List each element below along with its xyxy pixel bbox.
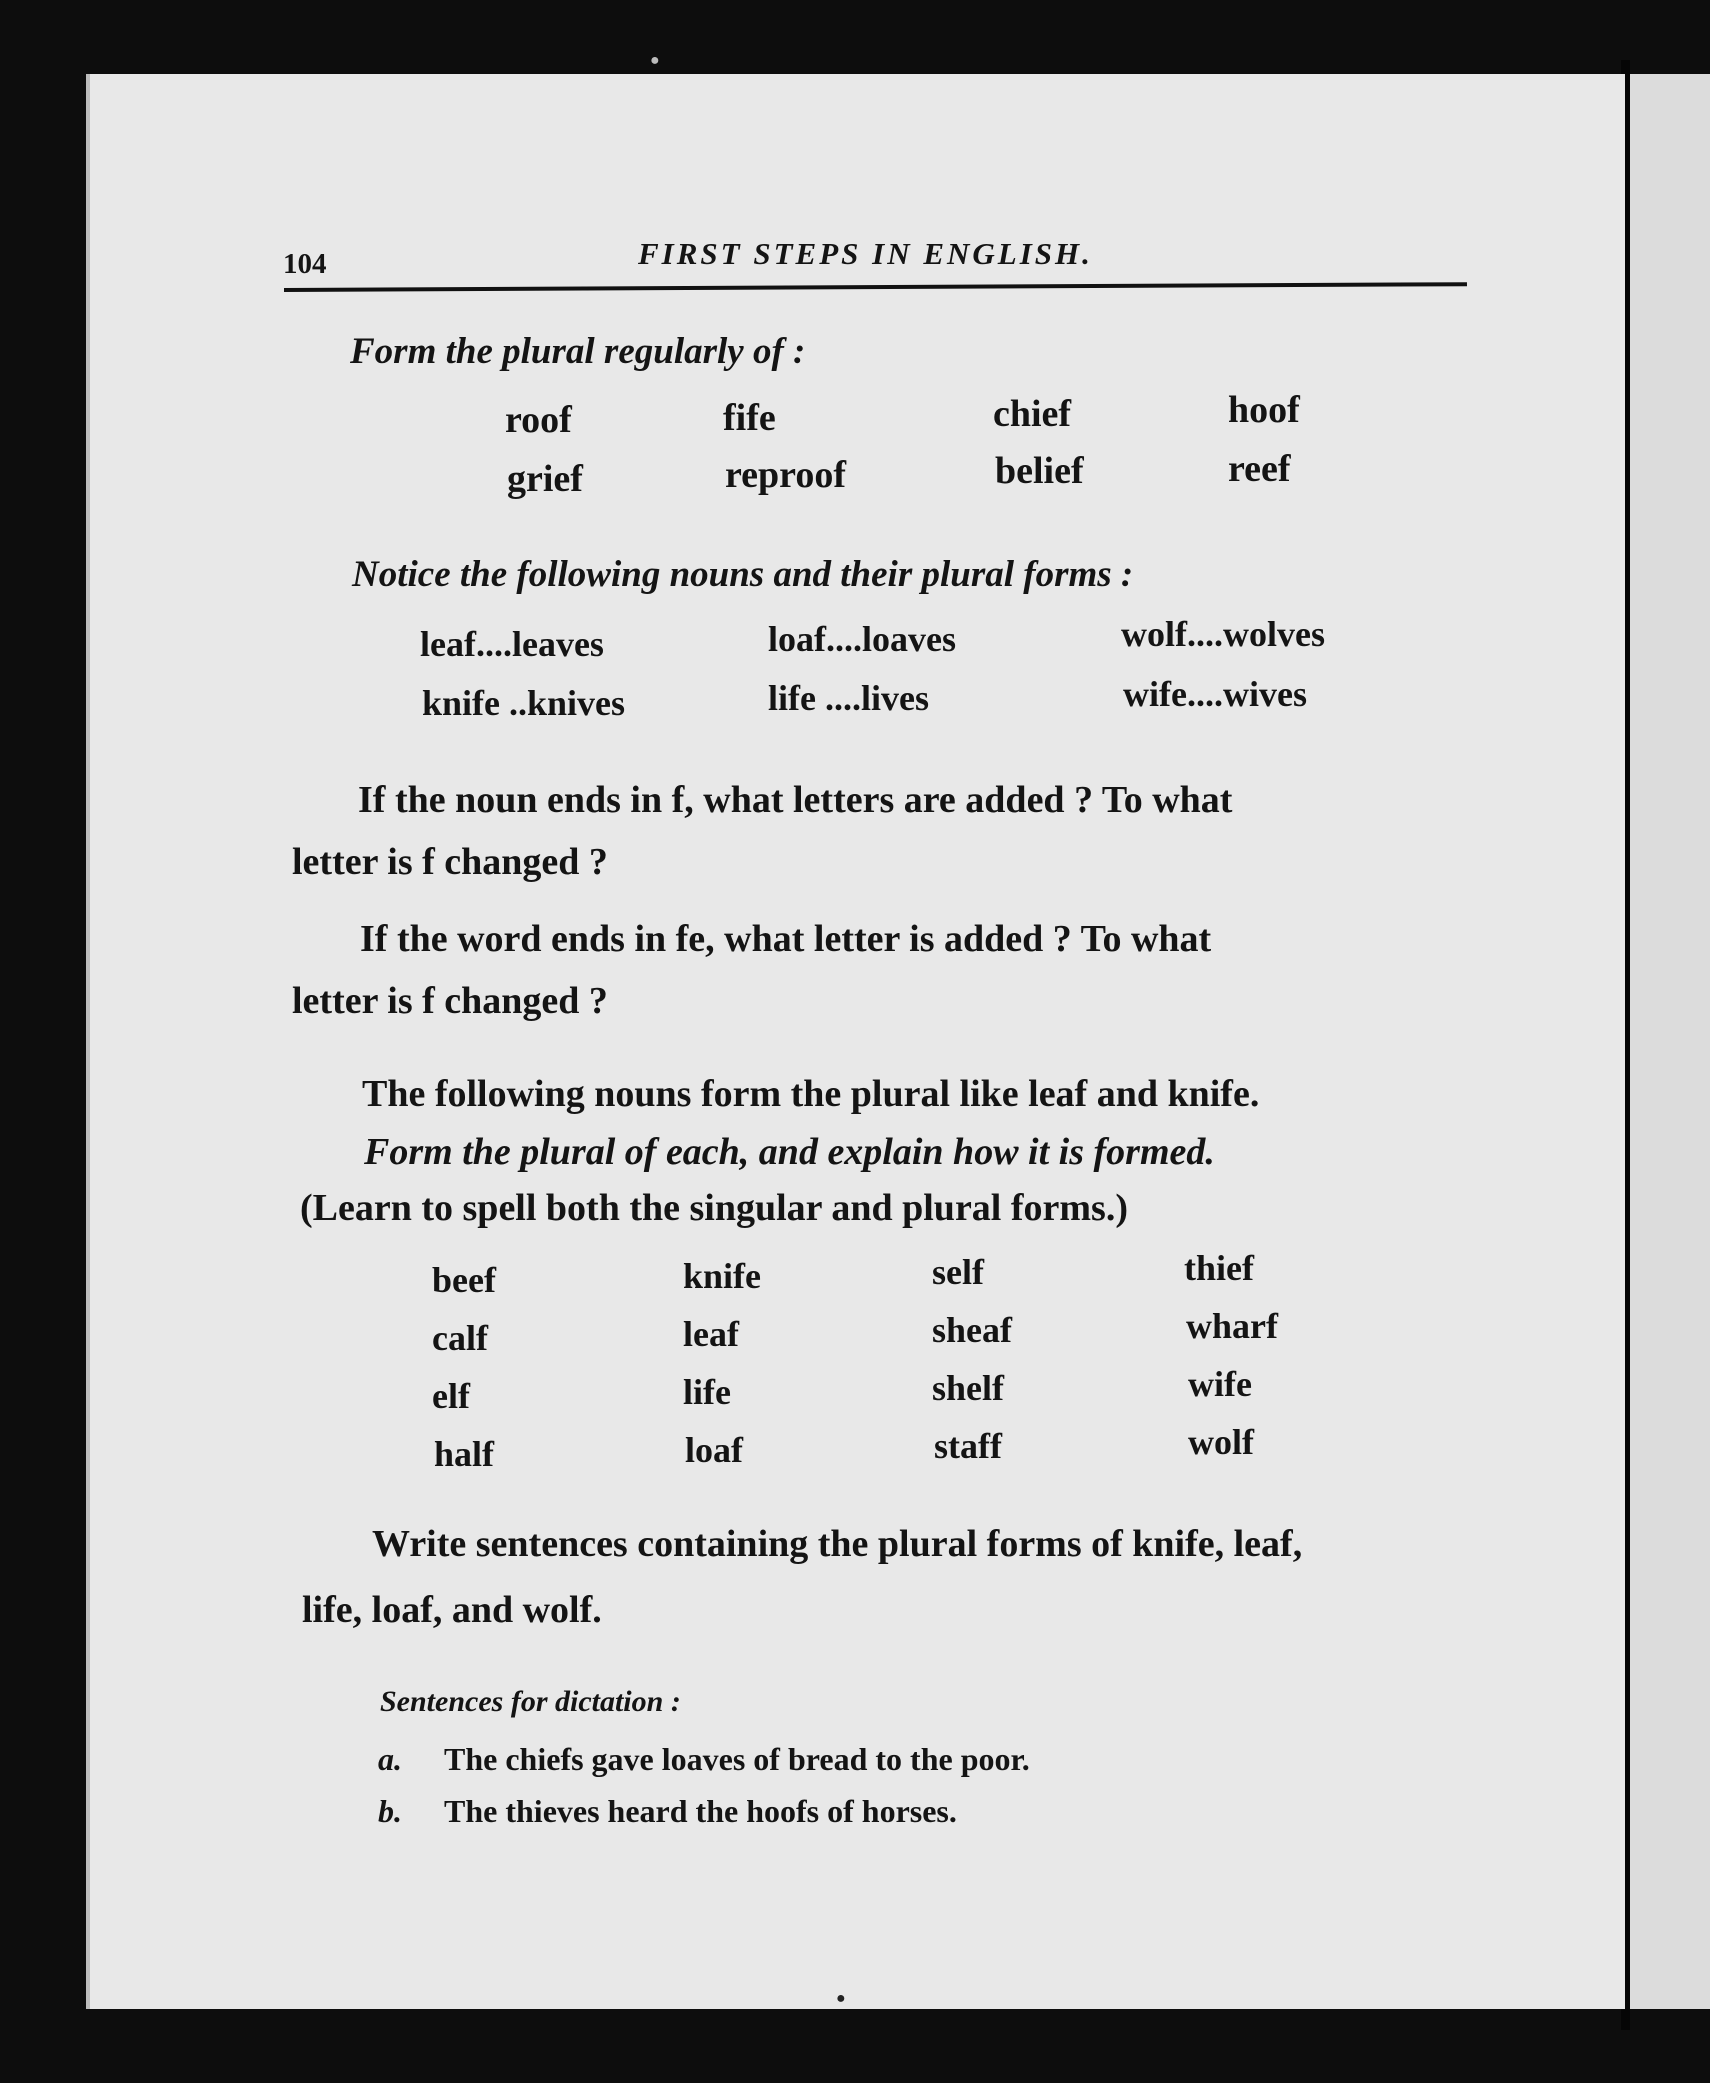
- instruction-notice-nouns: Notice the following nouns and their plural forms :: [352, 554, 1134, 595]
- plural-pair: wolf....wolves: [1121, 614, 1325, 654]
- writing-task-line-1: Write sentences containing the plural forms of knife, leaf,: [372, 1523, 1303, 1565]
- plural-pair: life ....lives: [768, 678, 929, 718]
- intro-following-nouns: The following nouns form the plural like leaf and knife.: [362, 1073, 1260, 1115]
- dictation-item-text: The chiefs gave loaves of bread to the poor.: [444, 1741, 1030, 1777]
- plural-pair: knife ..knives: [422, 683, 626, 723]
- word-item: wolf: [1188, 1422, 1254, 1462]
- word-item: self: [932, 1252, 984, 1292]
- word-item: belief: [995, 450, 1084, 492]
- dictation-item-letter: a.: [378, 1741, 402, 1777]
- scan-speck: ●: [836, 1990, 846, 2007]
- word-item: elf: [432, 1376, 470, 1416]
- plural-pair: loaf....loaves: [768, 619, 956, 659]
- word-item: thief: [1184, 1248, 1254, 1288]
- plural-pair: wife....wives: [1123, 674, 1307, 714]
- dictation-item: [378, 1741, 1030, 1778]
- word-item: half: [434, 1434, 495, 1474]
- word-item: calf: [432, 1318, 488, 1358]
- word-item: knife: [683, 1256, 762, 1296]
- word-item: hoof: [1228, 389, 1300, 431]
- instruction-form-plural-each: Form the plural of each, and explain how it is formed.: [364, 1131, 1215, 1173]
- writing-task-line-2: life, loaf, and wolf.: [302, 1589, 602, 1631]
- word-item: wife: [1188, 1364, 1252, 1404]
- word-item: fife: [723, 397, 776, 439]
- word-item: staff: [934, 1426, 1002, 1466]
- plural-pair: leaf....leaves: [420, 624, 604, 664]
- dictation-item: [378, 1793, 957, 1830]
- scan-speck: ●: [650, 52, 660, 69]
- dictation-item-text: The thieves heard the hoofs of horses.: [444, 1793, 957, 1829]
- instruction-form-plural-regularly: Form the plural regularly of :: [350, 331, 806, 372]
- word-item: wharf: [1186, 1306, 1278, 1346]
- word-item: shelf: [932, 1368, 1004, 1408]
- dictation-item-letter: b.: [378, 1793, 402, 1829]
- word-item: life: [683, 1372, 731, 1412]
- dictation-title: Sentences for dictation :: [380, 1685, 681, 1718]
- word-item: chief: [993, 393, 1072, 435]
- word-item: reef: [1228, 448, 1291, 490]
- question-2-line-2: letter is f changed ?: [292, 980, 608, 1022]
- running-title: FIRST STEPS IN ENGLISH.: [638, 236, 1093, 271]
- page-number: 104: [283, 248, 327, 280]
- word-item: grief: [507, 458, 583, 500]
- word-item: loaf: [685, 1430, 743, 1470]
- word-item: roof: [505, 399, 572, 441]
- book-page: [86, 74, 1625, 2009]
- question-2-line-1: If the word ends in fe, what letter is added ? To what: [360, 918, 1212, 960]
- question-1-line-1: If the noun ends in f, what letters are added ? To what: [358, 779, 1233, 821]
- question-1-line-2: letter is f changed ?: [292, 841, 608, 883]
- spelling-note: (Learn to spell both the singular and plural forms.): [300, 1187, 1128, 1229]
- word-item: leaf: [683, 1314, 739, 1354]
- word-item: beef: [432, 1260, 496, 1300]
- facing-page-edge: [1630, 74, 1710, 2009]
- word-item: sheaf: [932, 1310, 1012, 1350]
- word-item: reproof: [725, 454, 847, 496]
